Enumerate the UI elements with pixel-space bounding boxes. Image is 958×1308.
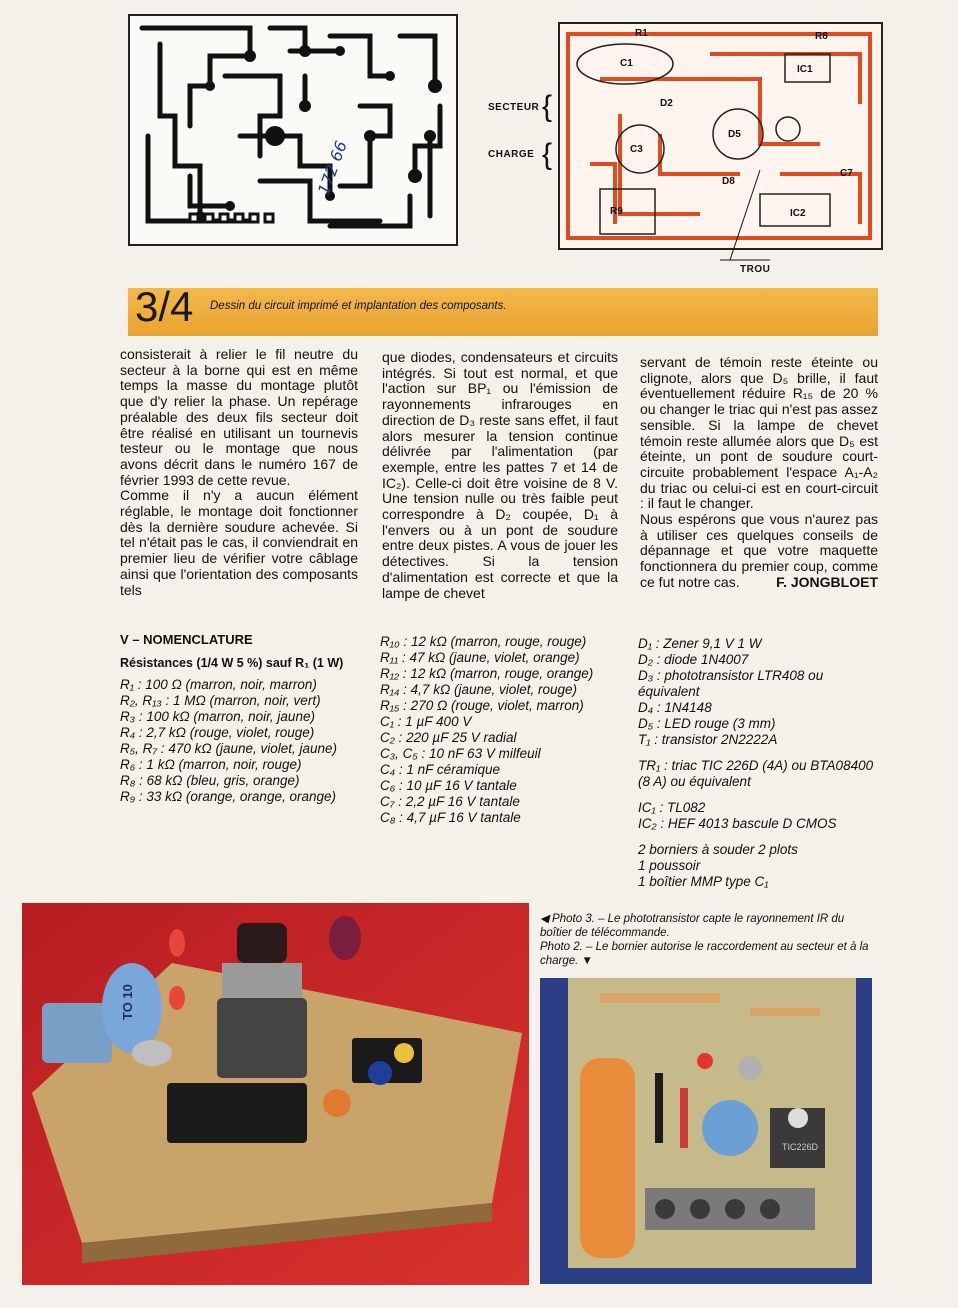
figure-caption: Dessin du circuit imprimé et implantation des composants. [210,300,507,312]
brace-secteur: { [542,90,553,123]
photo-2-board [540,978,872,1284]
list-item: T₁ : transistor 2N2222A [638,732,778,747]
secteur-label: SECTEUR [488,102,540,113]
layout-label-d8: D8 [722,176,735,187]
nomenclature-list-1 [120,632,360,805]
pcb-copper-drawing [128,14,458,246]
trou-pointer [690,160,770,280]
photo-3-illustration [22,903,529,1285]
list-item: R₆ : 1 kΩ (marron, noir, rouge) [120,757,302,772]
nomenclature-title: V – NOMENCLATURE [120,632,253,647]
layout-label-r1: R1 [635,28,648,39]
figure-banner [128,288,878,336]
list-item: C₁ : 1 µF 400 V [380,714,472,729]
nomenclature-list-3 [638,636,878,890]
list-item: C₆ : 10 µF 16 V tantale [380,778,517,793]
list-item: R₄ : 2,7 kΩ (rouge, violet, rouge) [120,725,315,740]
author-signature: F. JONGBLOET [776,573,878,590]
layout-label-d2: D2 [660,98,673,109]
list-item: R₁₀ : 12 kΩ (marron, rouge, rouge) [380,634,587,649]
photo-2-caption: Photo 2. – Le bornier autorise le raccordement au secteur et à la charge. ▼ [540,941,869,967]
paragraph: consisterait à relier le fil neutre du secteur à la borne qui est en même temps la masse du montage plutôt que d'y relier la phase. Un repérage préalable des deux fils secteur doit être réalisé en utilisant un tournevis testeur ou le montage que nous avons décrit dans le numéro 167 de février 1993 de cette revue. [120,346,358,488]
list-item: D₅ : LED rouge (3 mm) [638,716,776,731]
nomenclature-list-2 [380,634,616,826]
pcb-traces [130,16,456,244]
charge-label: CHARGE [488,149,535,160]
list-item: C₂ : 220 µF 25 V radial [380,730,517,745]
brace-charge: { [542,138,553,171]
list-item: R₂, R₁₃ : 1 MΩ (marron, noir, vert) [120,693,321,708]
layout-label-ic2: IC2 [790,208,806,219]
list-item: IC₂ : HEF 4013 bascule D CMOS [638,816,837,831]
list-item: R₁ : 100 Ω (marron, noir, marron) [120,677,317,692]
list-item: IC₁ : TL082 [638,800,706,815]
list-item: D₂ : diode 1N4007 [638,652,749,667]
list-item: R₉ : 33 kΩ (orange, orange, orange) [120,789,336,804]
handwritten-note: 172 66 [313,138,351,198]
list-item: R₁₄ : 4,7 kΩ (jaune, violet, rouge) [380,682,578,697]
list-item: R₃ : 100 kΩ (marron, noir, jaune) [120,709,315,724]
list-item: D₁ : Zener 9,1 V 1 W [638,636,762,651]
list-item: R₈ : 68 kΩ (bleu, gris, orange) [120,773,300,788]
photo-captions [540,912,874,968]
list-item: C₇ : 2,2 µF 16 V tantale [380,794,520,809]
layout-label-r8: R8 [815,31,828,42]
list-item: R₁₂ : 12 kΩ (marron, rouge, orange) [380,666,594,681]
photo-3-prototype [22,903,529,1285]
paragraph: Comme il n'y a aucun élément réglable, le montage doit fonctionner dès la dernière soudure achevée. Si tel n'était pas le cas, il conviendrait en premier lieu de vérifier votre câblage ainsi que l'orientation des composants tels [120,487,358,598]
list-item: R₁₁ : 47 kΩ (jaune, violet, orange) [380,650,580,665]
list-item: R₅, R₇ : 470 kΩ (jaune, violet, jaune) [120,741,338,756]
article-column-1 [120,347,358,598]
article-column-2 [382,350,618,601]
list-item: C₃, C₅ : 10 nF 63 V milfeuil [380,746,541,761]
photo-3-caption: ◀ Photo 3. – Le phototransistor capte le rayonnement IR du boîtier de télécommande. [540,913,845,939]
paragraph: Nous espérons que vous n'aurez pas à utiliser ces quelques conseils de dépannage et que votre maquette fonctionnera du premier coup, comme ce fut notre cas. F. JONGBLOET [640,511,878,590]
layout-label-bp1: D5 [728,129,741,140]
list-item: C₈ : 4,7 µF 16 V tantale [380,810,521,825]
list-item: R₁₅ : 270 Ω (rouge, violet, marron) [380,698,584,713]
layout-label-ic1: IC1 [797,64,813,75]
photo-2-illustration [540,978,872,1284]
list-item: D₃ : phototransistor LTR408 ou équivalent [638,668,824,699]
list-item: 1 poussoir [638,858,701,873]
nomenclature-subtitle: Résistances (1/4 W 5 %) sauf R₁ (1 W) [120,656,344,670]
list-item: TR₁ : triac TIC 226D (4A) ou BTA08400 (8 A) ou équivalent [638,758,874,789]
list-item: 1 boîtier MMP type C₁ [638,874,769,889]
layout-label-tr1: R9 [610,206,623,217]
trou-label: TROU [740,264,771,275]
paragraph: que diodes, condensateurs et circuits intégrés. Si tout est normal, et que l'action sur BP₁ ou l'émission de rayonnements infrarouges en direction de D₃ reste sans effet, il faut alors mesurer la tension continue délivrée par l'alimentation (par exemple, entre les pattes 7 et 14 de IC₂). Celle-ci doit être voisine de 8 V. Une tension nulle ou très faible peut correspondre à D₂ coupée, D₁ à l'envers ou à un pont de soudure entre deux pistes. A vous de jouer les détectives. Si la tension d'alimentation est correcte et que la lampe de chevet [382,349,618,601]
paragraph: servant de témoin reste éteinte ou clignote, alors que D₅ brille, il faut éventuellement réduire R₁₅ de 20 % ou changer le triac qui n'est pas assez sensible. Si la lampe de chevet témoin reste allumée alors que D₅ est éteinte, un pont de soudure court-circuite probablement l'espace A₁-A₂ du triac ou celui-ci est en court-circuit : il faut le changer. [640,354,878,512]
list-item: D₄ : 1N4148 [638,700,712,715]
layout-label-c1: C1 [620,58,633,69]
list-item: C₄ : 1 nF céramique [380,762,500,777]
triac-marking: TIC226D [782,1142,819,1152]
layout-label-c7: C7 [840,168,853,179]
figure-number: 3/4 [135,283,194,330]
list-item: 2 borniers à souder 2 plots [638,842,798,857]
layout-label-c2: C3 [630,144,643,155]
article-column-3 [640,355,878,591]
capacitor-marking: TO 10 [120,984,135,1020]
